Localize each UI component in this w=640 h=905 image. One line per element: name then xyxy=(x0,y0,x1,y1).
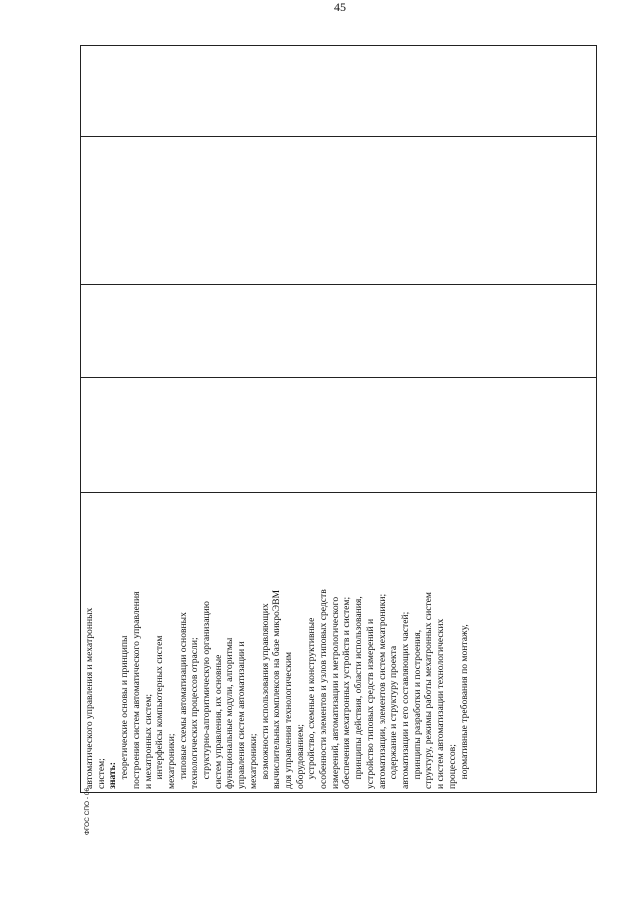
content-line: нормативные требования по монтажу, xyxy=(458,624,470,789)
content-line: структуру, режимы работы мехатронных систем xyxy=(423,592,435,789)
content-line: систем; xyxy=(95,758,107,789)
content-line: структурно-алгоритмическую организацию xyxy=(201,601,213,789)
content-line: мехатроники; xyxy=(247,733,259,789)
content-line: принципы действия, области использования, xyxy=(353,596,365,789)
content-line: оборудованием; xyxy=(294,724,306,789)
page-number: 45 xyxy=(334,0,346,14)
content-line: автоматизации, элементов систем мехатроники; xyxy=(376,593,388,789)
content-line: измерений, автоматизации и метрологического xyxy=(329,596,341,789)
rotated-table xyxy=(80,45,597,793)
content-line: систем управления, их основные xyxy=(212,654,224,789)
column-divider-4 xyxy=(80,136,597,137)
content-line: принципы разработки и построения, xyxy=(411,629,423,789)
content-line: и мехатронных систем; xyxy=(142,693,154,789)
content-line: устройство типовых средств измерений и xyxy=(364,618,376,789)
table-row-divider xyxy=(80,45,81,793)
content-line: возможности использования управляющих xyxy=(259,603,271,789)
content-line: особенности элементов и узлов типовых средств xyxy=(318,589,330,789)
content-line: устройство, схемные и конструктивные xyxy=(306,617,318,789)
content-line: автоматизации и его составляющих частей; xyxy=(399,611,411,789)
content-line: обеспечения мехатронных устройств и систем; xyxy=(341,596,353,789)
content-line: типовые схемы автоматизации основных xyxy=(177,612,189,789)
competency-content-cell xyxy=(84,493,596,793)
content-line: технологических процессов отрасли; xyxy=(189,637,201,789)
content-line: знать: xyxy=(107,762,119,789)
content-line: автоматического управления и мехатронных xyxy=(84,607,95,789)
column-divider-2 xyxy=(80,377,597,378)
content-line: интерфейсы компьютерных систем xyxy=(154,635,166,789)
content-line: построения систем автоматического управления xyxy=(130,591,142,789)
footer-code: ФГОС СПО - 06 xyxy=(84,787,91,835)
content-line: процессов; xyxy=(446,744,458,789)
column-divider-3 xyxy=(80,284,597,285)
content-line: теоретические основы и принципы xyxy=(119,635,131,789)
content-line: содержание и структуру проекта xyxy=(388,645,400,789)
content-line: мехатроники; xyxy=(165,733,177,789)
content-line: для управления технологическим xyxy=(282,651,294,789)
content-line: функциональные модули, алгоритмы xyxy=(224,637,236,789)
content-line: управления систем автоматизации и xyxy=(236,641,248,789)
content-line: вычислительных комплексов на базе микроЭВМ xyxy=(271,589,283,789)
content-line: и систем автоматизации технологических xyxy=(435,618,447,789)
